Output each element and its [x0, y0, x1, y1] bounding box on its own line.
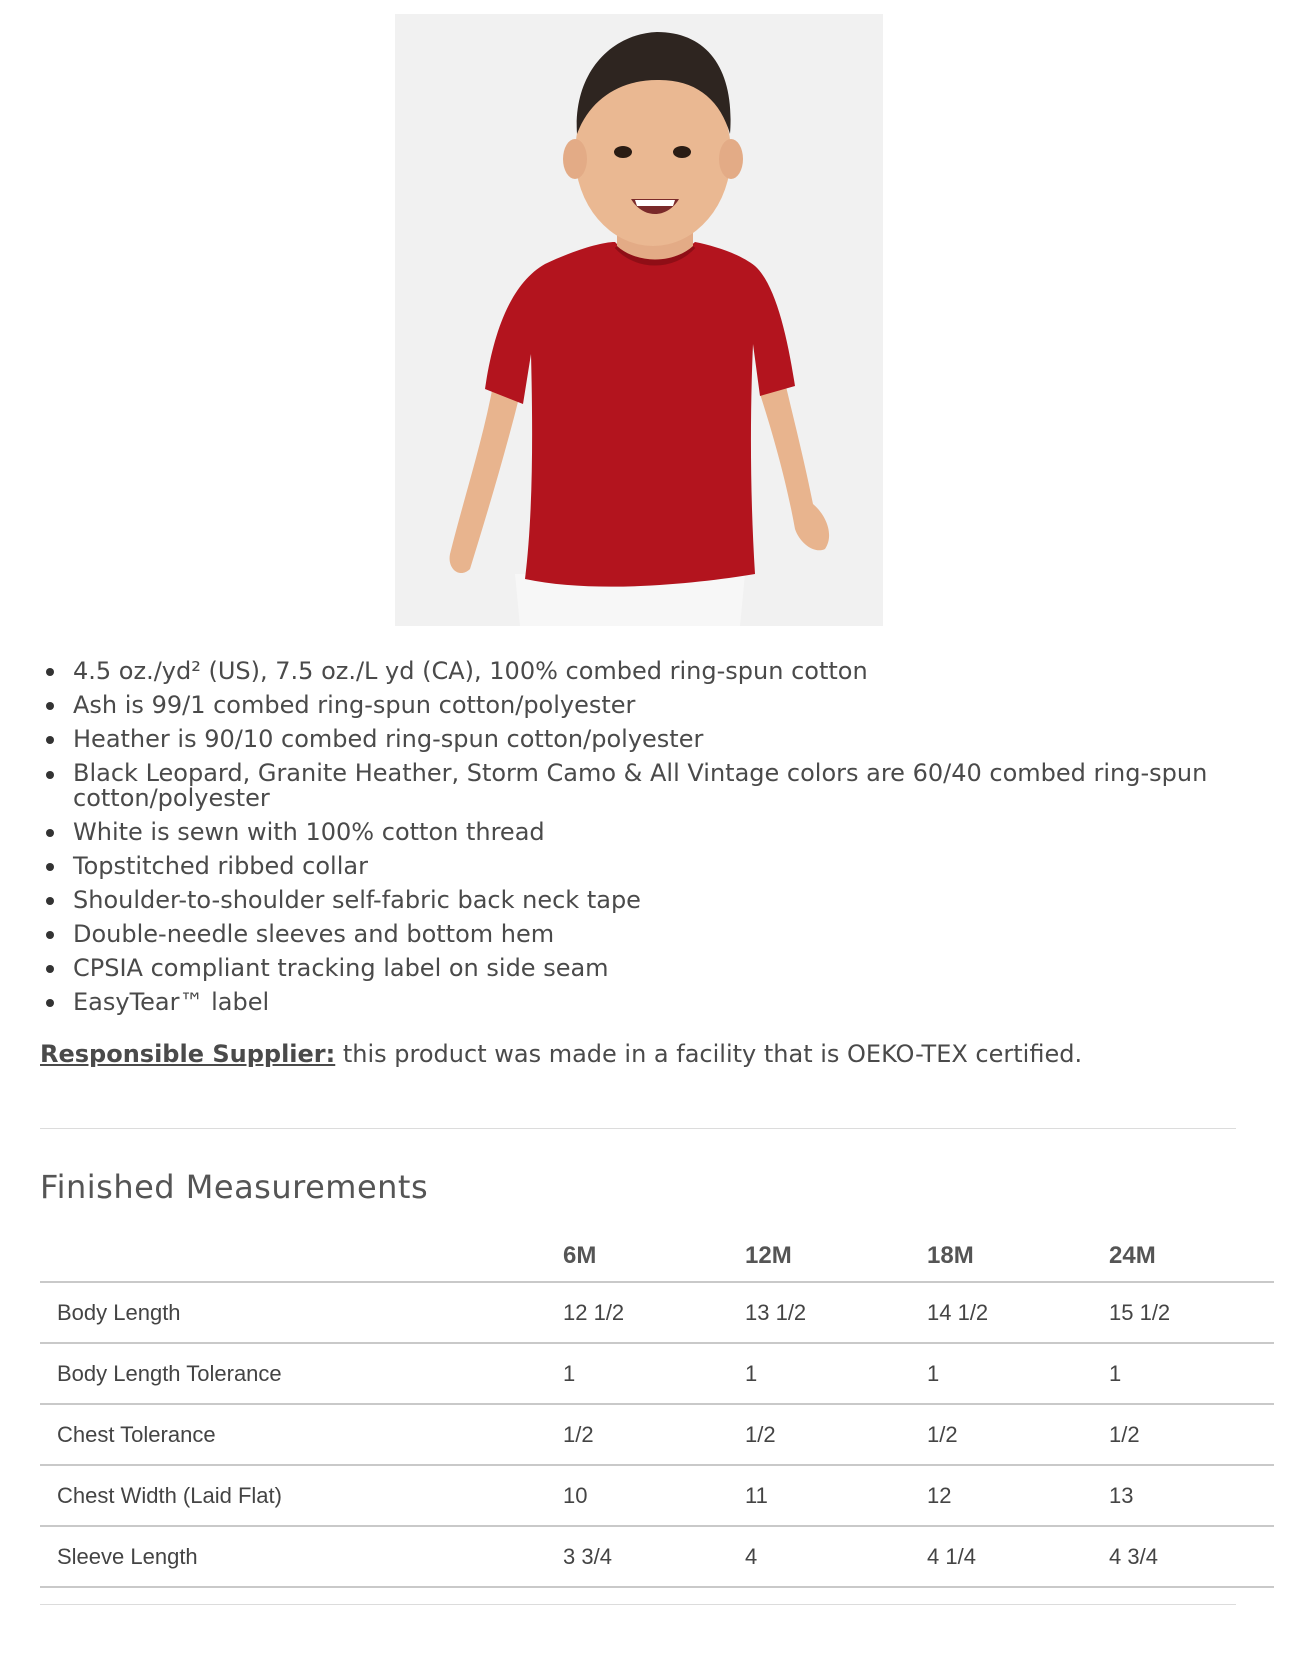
- responsible-supplier-link[interactable]: Responsible Supplier:: [40, 1040, 336, 1068]
- bullet-icon: [46, 931, 54, 939]
- table-cell: 4 1/4: [927, 1526, 1109, 1587]
- bullet-icon: [46, 897, 54, 905]
- table-cell: 3 3/4: [563, 1526, 745, 1587]
- table-row: [40, 1282, 1274, 1343]
- table-cell: 10: [563, 1465, 745, 1526]
- section-title: Finished Measurements: [40, 1168, 429, 1206]
- row-label: Body Length: [40, 1282, 563, 1343]
- table-row: [40, 1465, 1274, 1526]
- section-divider: [40, 1128, 1236, 1129]
- table-cell: 1: [927, 1343, 1109, 1404]
- supplier-note: [40, 1037, 1240, 1071]
- feature-text: Topstitched ribbed collar: [73, 852, 368, 880]
- bullet-icon: [46, 668, 54, 676]
- table-cell: 1: [563, 1343, 745, 1404]
- table-cell: 1/2: [563, 1404, 745, 1465]
- section-divider: [40, 1604, 1236, 1605]
- table-cell: 15 1/2: [1109, 1282, 1274, 1343]
- feature-list: [40, 655, 1240, 1020]
- table-row: [40, 1404, 1274, 1465]
- supplier-text: this product was made in a facility that is OEKO-TEX certified.: [335, 1040, 1083, 1068]
- feature-text: Black Leopard, Granite Heather, Storm Camo & All Vintage colors are 60/40 combed ring-spun cotton/polyester: [73, 759, 1208, 812]
- bullet-icon: [46, 965, 54, 973]
- feature-text: Ash is 99/1 combed ring-spun cotton/polyester: [73, 691, 636, 719]
- feature-item: [40, 816, 1240, 849]
- feature-item: [40, 655, 1240, 688]
- product-photo: [395, 14, 883, 626]
- feature-text: 4.5 oz./yd² (US), 7.5 oz./L yd (CA), 100% combed ring-spun cotton: [73, 657, 868, 685]
- table-row: [40, 1343, 1274, 1404]
- feature-text: White is sewn with 100% cotton thread: [73, 818, 545, 846]
- bullet-icon: [46, 829, 54, 837]
- row-label: Body Length Tolerance: [40, 1343, 563, 1404]
- measurements-table: [40, 1238, 1274, 1588]
- feature-text: Shoulder-to-shoulder self-fabric back neck tape: [73, 886, 641, 914]
- table-cell: 4: [745, 1526, 927, 1587]
- feature-item: [40, 952, 1240, 985]
- table-cell: 14 1/2: [927, 1282, 1109, 1343]
- feature-item: [40, 884, 1240, 917]
- table-cell: 1: [1109, 1343, 1274, 1404]
- feature-item: [40, 850, 1240, 883]
- feature-text: CPSIA compliant tracking label on side seam: [73, 954, 609, 982]
- table-cell: 1/2: [927, 1404, 1109, 1465]
- bullet-icon: [46, 999, 54, 1007]
- feature-item: [40, 723, 1240, 756]
- header-row: [40, 1238, 1274, 1282]
- size-header: 12M: [745, 1238, 927, 1282]
- size-header: 6M: [563, 1238, 745, 1282]
- table-cell: 12 1/2: [563, 1282, 745, 1343]
- table-cell: 1/2: [745, 1404, 927, 1465]
- bullet-icon: [46, 736, 54, 744]
- feature-item: [40, 689, 1240, 722]
- row-label: Sleeve Length: [40, 1526, 563, 1587]
- table-cell: 4 3/4: [1109, 1526, 1274, 1587]
- row-label: Chest Tolerance: [40, 1404, 563, 1465]
- feature-item: [40, 986, 1240, 1019]
- feature-text: Heather is 90/10 combed ring-spun cotton/polyester: [73, 725, 704, 753]
- feature-text: EasyTear™ label: [73, 988, 270, 1016]
- bullet-icon: [46, 702, 54, 710]
- size-header: 24M: [1109, 1238, 1274, 1282]
- table-cell: 13: [1109, 1465, 1274, 1526]
- size-header: 18M: [927, 1238, 1109, 1282]
- header-empty-cell: [40, 1238, 563, 1282]
- table-row: [40, 1526, 1274, 1587]
- feature-item: [40, 918, 1240, 951]
- row-label: Chest Width (Laid Flat): [40, 1465, 563, 1526]
- table-cell: 11: [745, 1465, 927, 1526]
- bullet-icon: [46, 771, 54, 779]
- feature-item: [40, 757, 1240, 815]
- table-cell: 13 1/2: [745, 1282, 927, 1343]
- feature-text: Double-needle sleeves and bottom hem: [73, 920, 555, 948]
- table-cell: 1/2: [1109, 1404, 1274, 1465]
- bullet-icon: [46, 863, 54, 871]
- table-cell: 12: [927, 1465, 1109, 1526]
- table-cell: 1: [745, 1343, 927, 1404]
